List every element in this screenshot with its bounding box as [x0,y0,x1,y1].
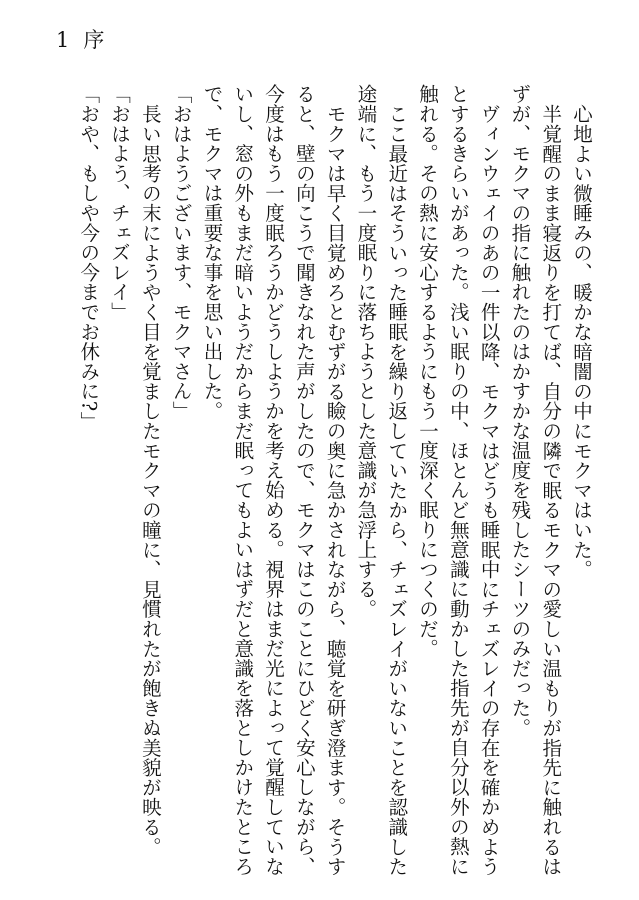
dialogue-line-1: 「おはようございます、モクマさん」 [169,84,193,421]
text-line-10: ると、壁の向こうで聞きなれた声がしたので、モクマはこのことにひどく安心しながら、 [292,84,316,876]
text-line-12: いし、窓の外もまだ暗いようだからまだ眠ってもよいはずだと意識を落としかけたところ [231,84,255,876]
text-line-6: 触れる。その熱に安心するようにもう一度深く眠りにつくのだ。 [416,84,440,659]
text-line-3: ずが、モクマの指に触れたのはかすかな温度を残したシーツのみだった。 [508,84,532,738]
text-line-14: 長い思考の末にようやく目を覚ましたモクマの瞳に、見慣れたが飽きぬ美貌が映る。 [138,103,162,856]
chapter-number: 1 [56,28,70,52]
text-line-9: モクマは早く目覚めろとむずがる瞼の奥に急かされながら、聴覚を研ぎ澄ます。そうす [323,103,347,876]
text-line-11: 今度はもう一度眠ろうかどうしようかを考え始める。視界はまだ光によって覚醒していな [262,84,286,876]
chapter-heading [56,30,104,51]
text-line-7: ここ最近はそういった睡眠を繰り返していたから、チェズレイがいないことを認識した [385,103,409,876]
dialogue-line-3: 「おや、もしや今の今までお休みに?」 [77,84,101,432]
dialogue-line-2: 「おはよう、チェズレイ」 [108,84,132,322]
text-line-2: 半覚醒のまま寝返りを打てば、自分の隣で眠るモクマの愛しい温もりが指先に触れるは [539,103,563,876]
text-line-13: で、モクマは重要な事を思い出した。 [200,84,224,421]
text-line-1: 心地よい微睡みの、暖かな暗闇の中にモクマはいた。 [570,103,593,579]
text-line-4: ヴィンウェイのあの一件以降、モクマはどうも睡眠中にチェズレイの存在を確かめよう [477,103,501,876]
text-line-8: 途端に、もう一度眠りに落ちようとした意識が急浮上する。 [354,84,378,619]
chapter-title: 序 [83,28,105,52]
text-line-5: とするきらいがあった。浅い眠りの中、ほとんど無意識に動かした指先が自分以外の熱に [446,84,470,876]
vertical-body-text [72,84,596,884]
